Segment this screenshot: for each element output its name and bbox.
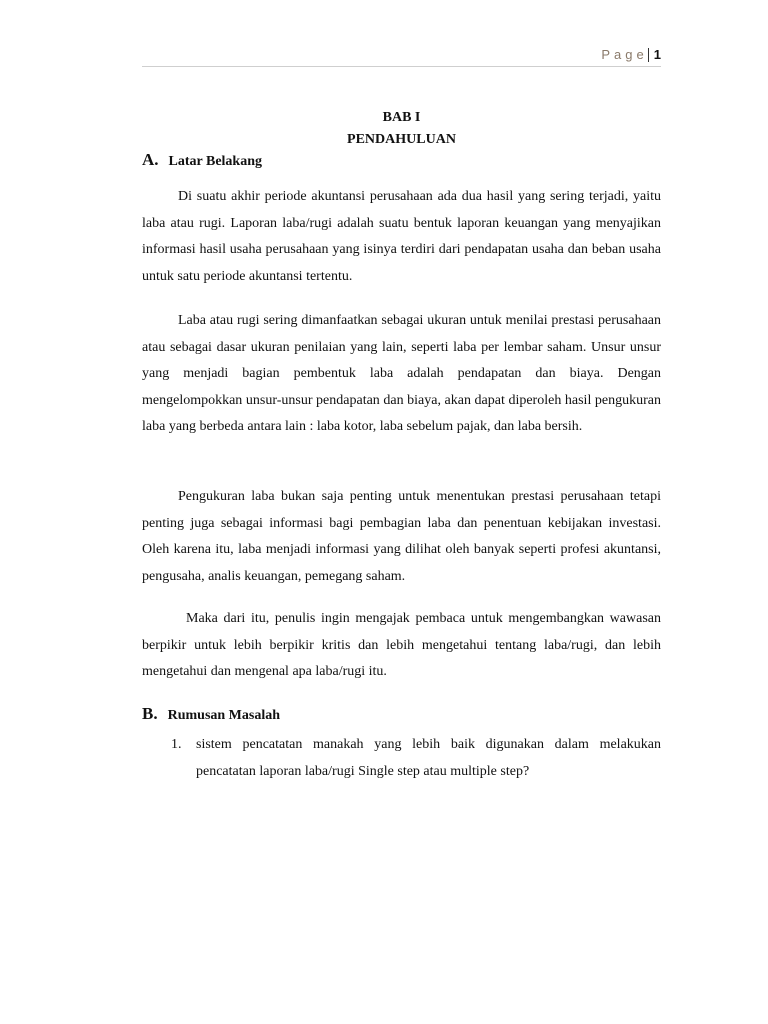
section-b-letter: B. [142,704,158,723]
paragraph-1: Di suatu akhir periode akuntansi perusahaan ada dua hasil yang sering terjadi, yaitu laba atau rugi. Laporan laba/rugi adalah suatu bentuk laporan keuangan yang menyajikan informasi hasil usaha perusahaan yang isinya terdiri dari pendapatan usaha dan beban usaha untuk satu periode akuntansi tertentu. [142,189,661,284]
section-b-heading [142,704,280,724]
page-word: Page [601,47,648,62]
section-a-title: Latar Belakang [168,154,263,169]
page-number-label [601,47,661,63]
paragraph-4: Maka dari itu, penulis ingin mengajak pembaca untuk mengembangkan wawasan berpikir untuk lebih berpikir kritis dan lebih mengetahui tentang laba/rugi, dan lebih mengetahui dan mengenal apa laba/rugi itu. [142,611,661,680]
page-separator [648,48,649,62]
section-a-heading [142,150,262,170]
page-header [142,44,661,67]
list-item-number: 1. [171,737,182,752]
list-item-text: sistem pencatatan manakah yang lebih baik digunakan dalam melakukan pencatatan laporan laba/rugi Single step atau multiple step? [196,737,661,779]
paragraph-3: Pengukuran laba bukan saja penting untuk menentukan prestasi perusahaan tetapi penting juga sebagai informasi bagi pembagian laba dan penentuan kebijakan investasi. Oleh karena itu, laba menjadi informasi yang dilihat oleh banyak seperti profesi akuntansi, pengusaha, analis keuangan, pemegang saham. [142,489,661,584]
chapter-number: BAB I [382,110,421,125]
section-a-letter: A. [142,150,159,169]
section-b-title: Rumusan Masalah [167,708,281,723]
page-number: 1 [653,47,661,62]
chapter-title: PENDAHULUAN [347,132,456,147]
list-item [142,731,661,785]
paragraph-2: Laba atau rugi sering dimanfaatkan sebagai ukuran untuk menilai prestasi perusahaan atau sebagai dasar ukuran penilaian yang lain, seperti laba per lembar saham. Unsur unsur yang menjadi bagian pembentuk laba adalah pendapatan dan biaya. Dengan mengelompokkan unsur-unsur pendapatan dan biaya, akan dapat diperoleh hasil pengukuran laba yang berbeda antara lain : laba kotor, laba sebelum pajak, dan laba bersih. [142,313,661,435]
